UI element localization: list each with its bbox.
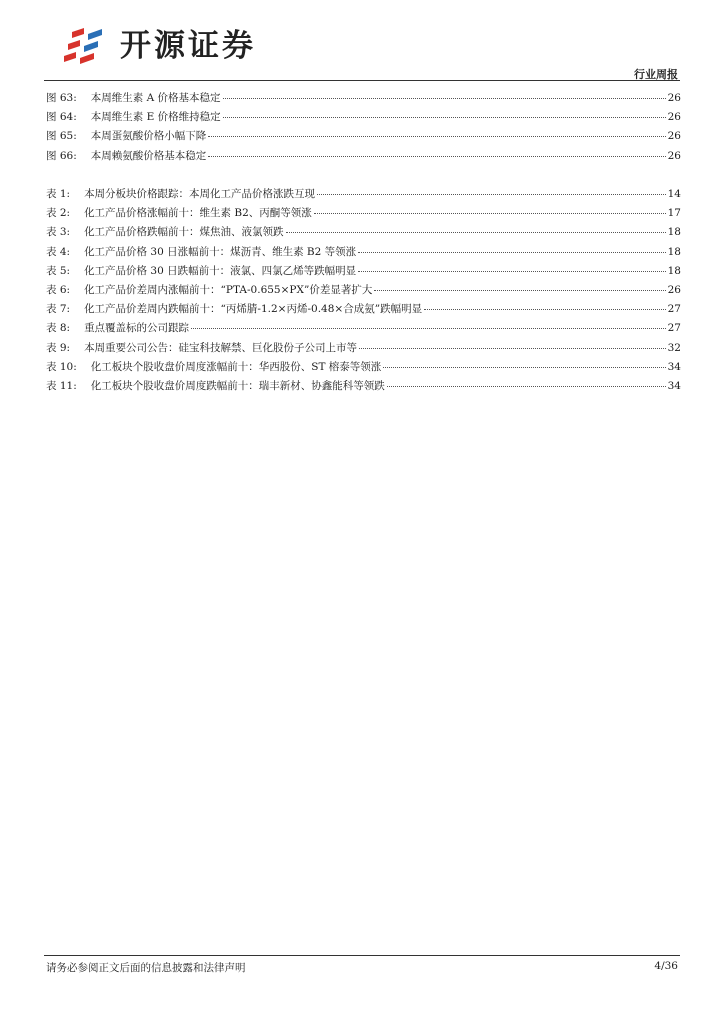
table-toc-entry[interactable] xyxy=(46,244,681,263)
figure-toc-entry[interactable] xyxy=(46,90,681,109)
toc-entry-title: 本周重要公司公告：硅宝科技解禁、巨化股份子公司上市等 xyxy=(84,341,358,354)
toc-entry-label: 表 1: xyxy=(46,188,71,200)
toc-entry-label: 图 63: xyxy=(46,92,77,104)
toc-entry-title: 本周分板块价格跟踪：本周化工产品价格涨跌互现 xyxy=(84,188,316,200)
page-number: 4/36 xyxy=(654,960,678,972)
toc-entry-title: 本周赖氨酸价格基本稳定 xyxy=(90,149,207,162)
company-logo xyxy=(60,24,256,68)
dot-leader xyxy=(359,347,666,349)
toc-entry-label: 表 6: xyxy=(46,283,71,296)
toc-entry-label: 表 11: xyxy=(46,379,77,392)
table-list xyxy=(46,186,681,397)
footer-divider xyxy=(44,955,680,956)
table-toc-entry[interactable] xyxy=(46,359,681,378)
toc-entry-title: 本周蛋氨酸价格小幅下降 xyxy=(90,130,207,143)
header-divider xyxy=(44,80,680,81)
toc-entry-page: 17 xyxy=(667,207,681,220)
dot-leader xyxy=(383,366,665,368)
toc-entry-label: 表 10: xyxy=(46,360,77,373)
toc-entry-title: 化工板块个股收盘价周度涨幅前十：华西股份、ST 榕泰等领涨 xyxy=(90,360,382,373)
toc-entry-title: 化工产品价差周内涨幅前十：“PTA-0.655×PX”价差显著扩大 xyxy=(84,283,373,296)
footer-disclaimer: 请务必参阅正文后面的信息披露和法律声明 xyxy=(46,962,246,974)
table-toc-entry[interactable] xyxy=(46,378,681,397)
table-toc-entry[interactable] xyxy=(46,282,681,301)
toc-entry-title: 化工板块个股收盘价周度跌幅前十：瑞丰新材、协鑫能科等领跌 xyxy=(90,379,385,392)
dot-leader xyxy=(387,385,666,387)
toc-entry-page: 18 xyxy=(667,226,681,239)
toc-entry-title: 化工产品价格 30 日跌幅前十：液氯、四氯乙烯等跌幅明显 xyxy=(84,264,357,277)
toc-entry-title: 化工产品价格跌幅前十：煤焦油、液氯领跌 xyxy=(84,226,284,239)
toc-entry-label: 表 7: xyxy=(46,303,71,316)
table-toc-entry[interactable] xyxy=(46,205,681,224)
toc-entry-title: 本周维生素 A 价格基本稳定 xyxy=(90,92,221,104)
toc-entry-page: 26 xyxy=(667,92,681,104)
dot-leader xyxy=(223,116,666,118)
toc-entry-title: 化工产品价差周内跌幅前十：“丙烯腈-1.2×丙烯-0.48×合成氨”跌幅明显 xyxy=(84,303,423,316)
dot-leader xyxy=(223,97,666,99)
dot-leader xyxy=(358,270,666,272)
toc-entry-page: 26 xyxy=(667,283,681,296)
toc-entry-page: 34 xyxy=(667,379,681,392)
table-toc-entry[interactable] xyxy=(46,301,681,320)
dot-leader xyxy=(191,327,666,329)
toc-entry-page: 26 xyxy=(667,149,681,162)
dot-leader xyxy=(374,289,665,291)
toc-entry-title: 重点覆盖标的公司跟踪 xyxy=(84,322,190,335)
dot-leader xyxy=(317,193,666,195)
toc-entry-label: 图 66: xyxy=(46,149,77,162)
toc-entry-page: 27 xyxy=(667,303,681,316)
toc-entry-label: 图 64: xyxy=(46,111,77,124)
toc-entry-label: 表 8: xyxy=(46,322,71,335)
toc-entry-page: 26 xyxy=(667,111,681,124)
toc-entry-page: 34 xyxy=(667,360,681,373)
table-toc-entry[interactable] xyxy=(46,340,681,359)
toc-entry-page: 26 xyxy=(667,130,681,143)
toc-entry-title: 本周维生素 E 价格维持稳定 xyxy=(90,111,221,124)
toc-entry-title: 化工产品价格涨幅前十：维生素 B2、丙酮等领涨 xyxy=(84,207,312,220)
dot-leader xyxy=(208,155,665,157)
toc-entry-page: 18 xyxy=(667,245,681,258)
toc-entry-label: 表 2: xyxy=(46,207,71,220)
figure-toc-entry[interactable] xyxy=(46,148,681,167)
dot-leader xyxy=(208,135,665,137)
table-toc-entry[interactable] xyxy=(46,186,681,205)
toc-entry-page: 18 xyxy=(667,264,681,277)
dot-leader xyxy=(358,251,665,253)
toc-entry-label: 表 5: xyxy=(46,264,71,277)
table-toc-entry[interactable] xyxy=(46,263,681,282)
logo-mark-icon xyxy=(60,24,118,68)
toc-entry-page: 27 xyxy=(667,322,681,335)
figure-toc-entry[interactable] xyxy=(46,128,681,147)
toc-entry-label: 表 9: xyxy=(46,341,71,354)
dot-leader xyxy=(286,231,666,233)
document-type-label: 行业周报 xyxy=(634,68,678,81)
toc-entry-label: 表 3: xyxy=(46,226,71,239)
logo-text: 开源证券 xyxy=(120,28,256,64)
table-toc-entry[interactable] xyxy=(46,224,681,243)
toc-entry-page: 32 xyxy=(667,341,681,354)
figure-toc-entry[interactable] xyxy=(46,109,681,128)
dot-leader xyxy=(314,212,666,214)
toc-entry-title: 化工产品价格 30 日涨幅前十：煤沥青、维生素 B2 等领涨 xyxy=(84,245,357,258)
table-toc-entry[interactable] xyxy=(46,320,681,339)
toc-entry-label: 图 65: xyxy=(46,130,77,143)
toc-entry-page: 14 xyxy=(667,188,681,200)
dot-leader xyxy=(424,308,666,310)
figure-list xyxy=(46,90,681,167)
toc-entry-label: 表 4: xyxy=(46,245,71,258)
